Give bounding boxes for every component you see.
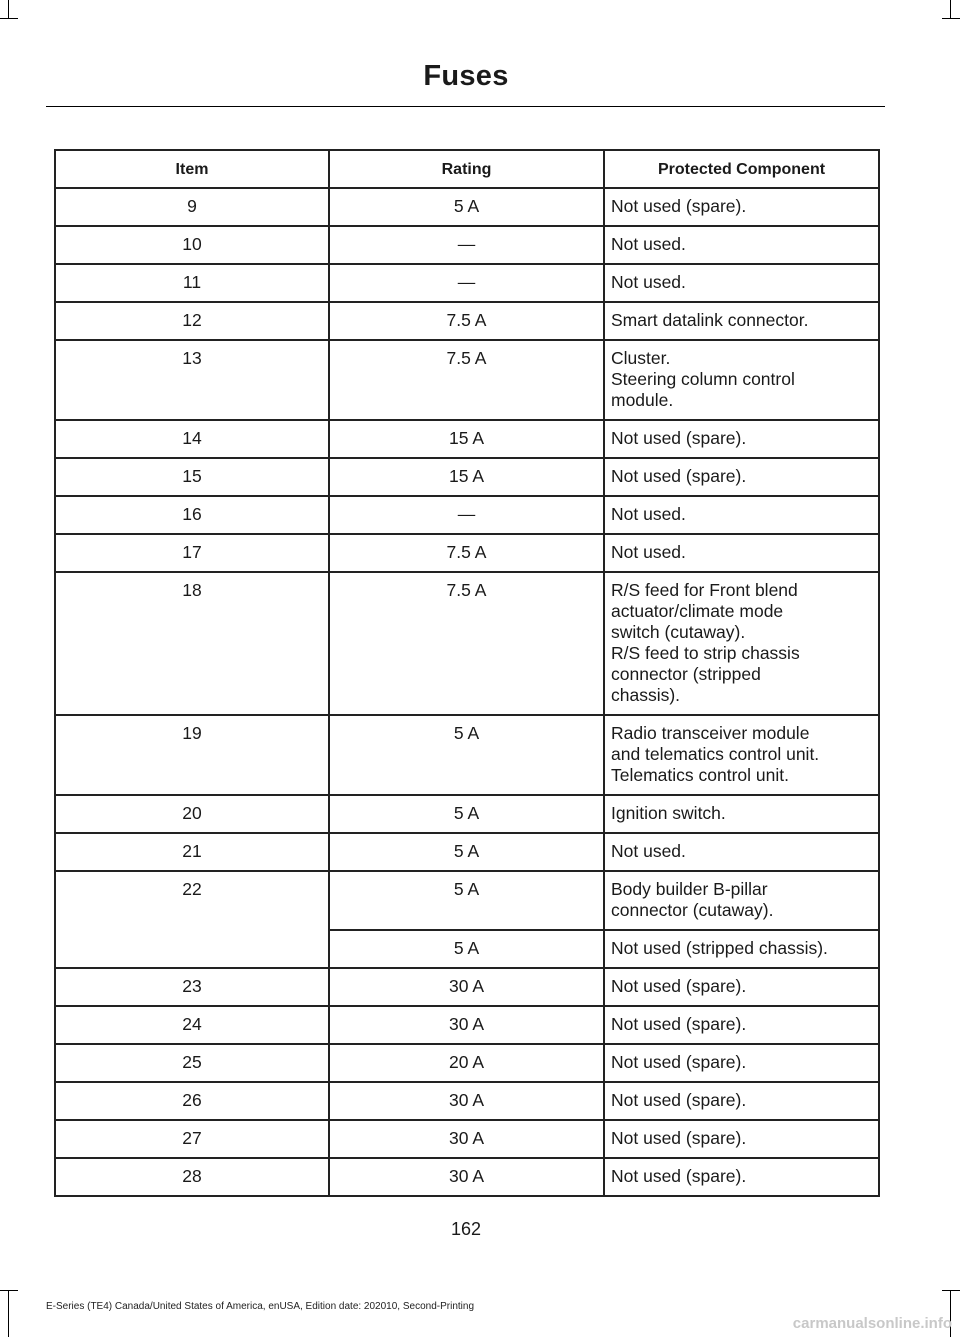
table-row	[55, 968, 879, 1006]
component-line: Not used (spare).	[611, 976, 747, 996]
cell-protected-component	[604, 496, 879, 534]
cell-item: 24	[55, 1006, 329, 1044]
component-line: Cluster.	[611, 348, 671, 368]
cell-rating: 20 A	[329, 1044, 604, 1082]
component-line: Not used.	[611, 272, 686, 292]
table-row	[55, 1082, 879, 1120]
component-line: module.	[611, 390, 674, 410]
cell-rating: 7.5 A	[329, 340, 604, 420]
cell-item: 23	[55, 968, 329, 1006]
cell-item: 14	[55, 420, 329, 458]
cell-rating: 5 A	[329, 795, 604, 833]
cell-protected-component	[604, 340, 879, 420]
crop-mark-top-left-v	[8, 0, 9, 18]
watermark: carmanualsonline.info	[792, 1315, 952, 1332]
cell-protected-component	[604, 264, 879, 302]
component-line: Body builder B-pillar	[611, 879, 768, 899]
cell-protected-component	[604, 968, 879, 1006]
cell-rating: 7.5 A	[329, 302, 604, 340]
table-row	[55, 833, 879, 871]
cell-protected-component	[604, 458, 879, 496]
table-row	[55, 1158, 879, 1196]
table-header-row	[55, 150, 879, 188]
cell-rating: 30 A	[329, 1120, 604, 1158]
crop-mark-bottom-left-v	[8, 1290, 9, 1337]
cell-rating: 5 A	[329, 715, 604, 795]
table-row	[55, 420, 879, 458]
table-row	[55, 226, 879, 264]
column-header-item: Item	[55, 150, 329, 188]
cell-item: 9	[55, 188, 329, 226]
component-line: Not used (spare).	[611, 1014, 747, 1034]
table-row	[55, 871, 879, 930]
cell-protected-component	[604, 930, 879, 968]
cell-protected-component	[604, 715, 879, 795]
component-line: Not used (spare).	[611, 1090, 747, 1110]
cell-rating: 30 A	[329, 1006, 604, 1044]
table-row	[55, 188, 879, 226]
component-line: Telematics control unit.	[611, 765, 789, 785]
component-line: Not used.	[611, 504, 686, 524]
cell-item: 27	[55, 1120, 329, 1158]
cell-protected-component	[604, 534, 879, 572]
cell-rating: 7.5 A	[329, 534, 604, 572]
table-row	[55, 572, 879, 715]
cell-item: 17	[55, 534, 329, 572]
component-line: chassis).	[611, 685, 681, 705]
cell-rating: —	[329, 226, 604, 264]
cell-item: 16	[55, 496, 329, 534]
cell-item: 12	[55, 302, 329, 340]
title-divider	[46, 106, 885, 107]
cell-protected-component	[604, 795, 879, 833]
cell-rating: 30 A	[329, 968, 604, 1006]
cell-rating: 5 A	[329, 833, 604, 871]
cell-item: 20	[55, 795, 329, 833]
crop-mark-top-left-h	[0, 18, 18, 19]
table-row	[55, 264, 879, 302]
table-row	[55, 302, 879, 340]
cell-protected-component	[604, 572, 879, 715]
component-line: Ignition switch.	[611, 803, 726, 823]
page-number: 162	[450, 1219, 482, 1239]
component-line: Not used (stripped chassis).	[611, 938, 828, 958]
cell-item: 28	[55, 1158, 329, 1196]
component-line: actuator/climate mode	[611, 601, 784, 621]
column-header-protected-component: Protected Component	[604, 150, 879, 188]
table-body	[55, 188, 879, 1196]
crop-mark-bottom-right-h	[942, 1290, 960, 1291]
cell-rating: 5 A	[329, 188, 604, 226]
crop-mark-bottom-left-h	[0, 1290, 18, 1291]
component-line: Not used (spare).	[611, 1166, 747, 1186]
cell-item: 15	[55, 458, 329, 496]
table-row	[55, 458, 879, 496]
cell-item: 21	[55, 833, 329, 871]
cell-protected-component	[604, 1120, 879, 1158]
table-row	[55, 795, 879, 833]
component-line: and telematics control unit.	[611, 744, 820, 764]
component-line: R/S feed to strip chassis	[611, 643, 800, 663]
column-header-rating: Rating	[329, 150, 604, 188]
component-line: Not used (spare).	[611, 1128, 747, 1148]
cell-protected-component	[604, 1158, 879, 1196]
cell-item: 19	[55, 715, 329, 795]
crop-mark-top-right-h	[942, 18, 960, 19]
cell-rating: 5 A	[329, 871, 604, 930]
cell-protected-component	[604, 188, 879, 226]
cell-item: 11	[55, 264, 329, 302]
cell-protected-component	[604, 1044, 879, 1082]
crop-mark-top-right-v	[950, 0, 951, 18]
cell-protected-component	[604, 1082, 879, 1120]
cell-rating: 7.5 A	[329, 572, 604, 715]
table-row	[55, 534, 879, 572]
component-line: Radio transceiver module	[611, 723, 810, 743]
cell-rating: 5 A	[329, 930, 604, 968]
cell-rating: 15 A	[329, 458, 604, 496]
component-line: Smart datalink connector.	[611, 310, 809, 330]
component-line: switch (cutaway).	[611, 622, 746, 642]
table-row	[55, 496, 879, 534]
cell-item: 13	[55, 340, 329, 420]
fuse-table	[54, 149, 880, 1197]
cell-protected-component	[604, 302, 879, 340]
component-line: Not used (spare).	[611, 1052, 747, 1072]
component-line: Not used.	[611, 841, 686, 861]
component-line: Not used (spare).	[611, 428, 747, 448]
component-line: Not used.	[611, 234, 686, 254]
cell-protected-component	[604, 833, 879, 871]
cell-rating: 15 A	[329, 420, 604, 458]
cell-protected-component	[604, 420, 879, 458]
component-line: Steering column control	[611, 369, 795, 389]
table-row	[55, 1120, 879, 1158]
cell-protected-component	[604, 871, 879, 930]
table-row	[55, 340, 879, 420]
cell-rating: 30 A	[329, 1082, 604, 1120]
component-line: Not used (spare).	[611, 196, 747, 216]
table-row	[55, 715, 879, 795]
cell-item: 18	[55, 572, 329, 715]
cell-item: 10	[55, 226, 329, 264]
cell-protected-component	[604, 1006, 879, 1044]
table-row	[55, 1006, 879, 1044]
component-line: Not used.	[611, 542, 686, 562]
cell-item: 22	[55, 871, 329, 968]
page-title: Fuses	[423, 60, 509, 92]
component-line: connector (stripped	[611, 664, 761, 684]
component-line: connector (cutaway).	[611, 900, 774, 920]
cell-item: 26	[55, 1082, 329, 1120]
component-line: Not used (spare).	[611, 466, 747, 486]
cell-rating: —	[329, 264, 604, 302]
cell-rating: —	[329, 496, 604, 534]
cell-protected-component	[604, 226, 879, 264]
footer-edition-text: E-Series (TE4) Canada/United States of America, enUSA, Edition date: 202010, Second-Printing	[46, 1301, 475, 1312]
component-line: R/S feed for Front blend	[611, 580, 798, 600]
cell-item: 25	[55, 1044, 329, 1082]
cell-rating: 30 A	[329, 1158, 604, 1196]
table-row	[55, 1044, 879, 1082]
